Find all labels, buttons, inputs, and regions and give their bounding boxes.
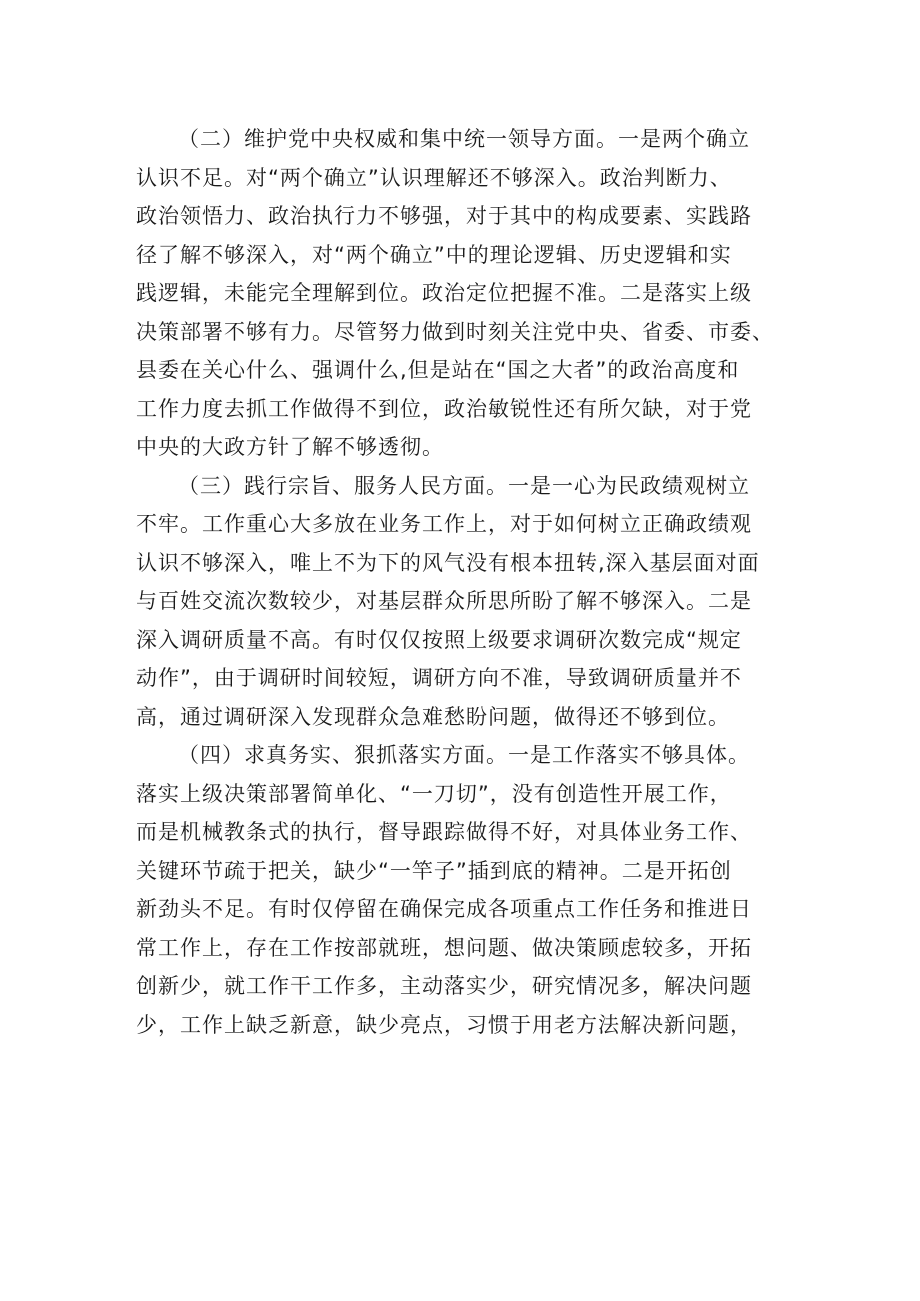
paragraph-line: 与百姓交流次数较少，对基层群众所思所盼了解不够深入。二是 xyxy=(136,589,752,613)
paragraph-section-4 xyxy=(136,736,796,1044)
paragraph-line: 认识不够深入，唯上不为下的风气没有根本扭转,深入基层面对面 xyxy=(136,550,760,575)
paragraph-line: （三）践行宗旨、服务人民方面。一是一心为民政绩观树立 xyxy=(178,473,750,498)
paragraph-line: 而是机械教条式的执行，督导跟踪做得不好，对具体业务工作、 xyxy=(136,820,752,844)
paragraph-line: 动作”，由于调研时间较短，调研方向不准，导致调研质量并不 xyxy=(136,666,742,690)
paragraph-section-3 xyxy=(136,467,796,737)
paragraph-line: （二）维护党中央权威和集中统一领导方面。一是两个确立 xyxy=(178,127,750,151)
paragraph-section-2 xyxy=(136,120,796,467)
paragraph-line: 深入调研质量不高。有时仅仅按照上级要求调研次数完成“规定 xyxy=(136,627,742,652)
paragraph-line: 关键环节疏于把关，缺少“一竿子”插到底的精神。二是开拓创 xyxy=(136,858,732,883)
paragraph-line: 创新少，就工作干工作多，主动落实少，研究情况多，解决问题 xyxy=(136,974,752,998)
paragraph-line: 少，工作上缺乏新意，缺少亮点，习惯于用老方法解决新问题， xyxy=(136,1012,752,1037)
paragraph-line: 中央的大政方针了解不够透彻。 xyxy=(136,435,444,459)
paragraph-line: （四）求真务实、狠抓落实方面。一是工作落实不够具体。 xyxy=(178,743,750,767)
paragraph-line: 政治领悟力、政治执行力不够强，对于其中的构成要素、实践路 xyxy=(136,204,752,228)
paragraph-line: 高，通过调研深入发现群众急难愁盼问题，做得还不够到位。 xyxy=(136,704,730,729)
paragraph-line: 工作力度去抓工作做得不到位，政治敏锐性还有所欠缺，对于党 xyxy=(136,396,752,421)
paragraph-line: 径了解不够深入，对“两个确立”中的理论逻辑、历史逻辑和实 xyxy=(136,242,732,267)
paragraph-line: 县委在关心什么、强调什么,但是站在“国之大者”的政治高度和 xyxy=(136,358,740,382)
document-body xyxy=(136,120,796,1044)
paragraph-line: 新劲头不足。有时仅停留在确保完成各项重点工作任务和推进日 xyxy=(136,897,752,921)
paragraph-line: 落实上级决策部署简单化、“一刀切”，没有创造性开展工作， xyxy=(136,781,732,806)
paragraph-line: 常工作上，存在工作按部就班，想问题、做决策顾虑较多，开拓 xyxy=(136,935,752,960)
paragraph-line: 决策部署不够有力。尽管努力做到时刻关注党中央、省委、市委、 xyxy=(136,319,774,344)
paragraph-line: 认识不足。对“两个确立”认识理解还不够深入。政治判断力、 xyxy=(136,165,732,190)
paragraph-line: 不牢。工作重心大多放在业务工作上，对于如何树立正确政绩观 xyxy=(136,512,752,536)
paragraph-line: 践逻辑，未能完全理解到位。政治定位把握不准。二是落实上级 xyxy=(136,281,752,305)
